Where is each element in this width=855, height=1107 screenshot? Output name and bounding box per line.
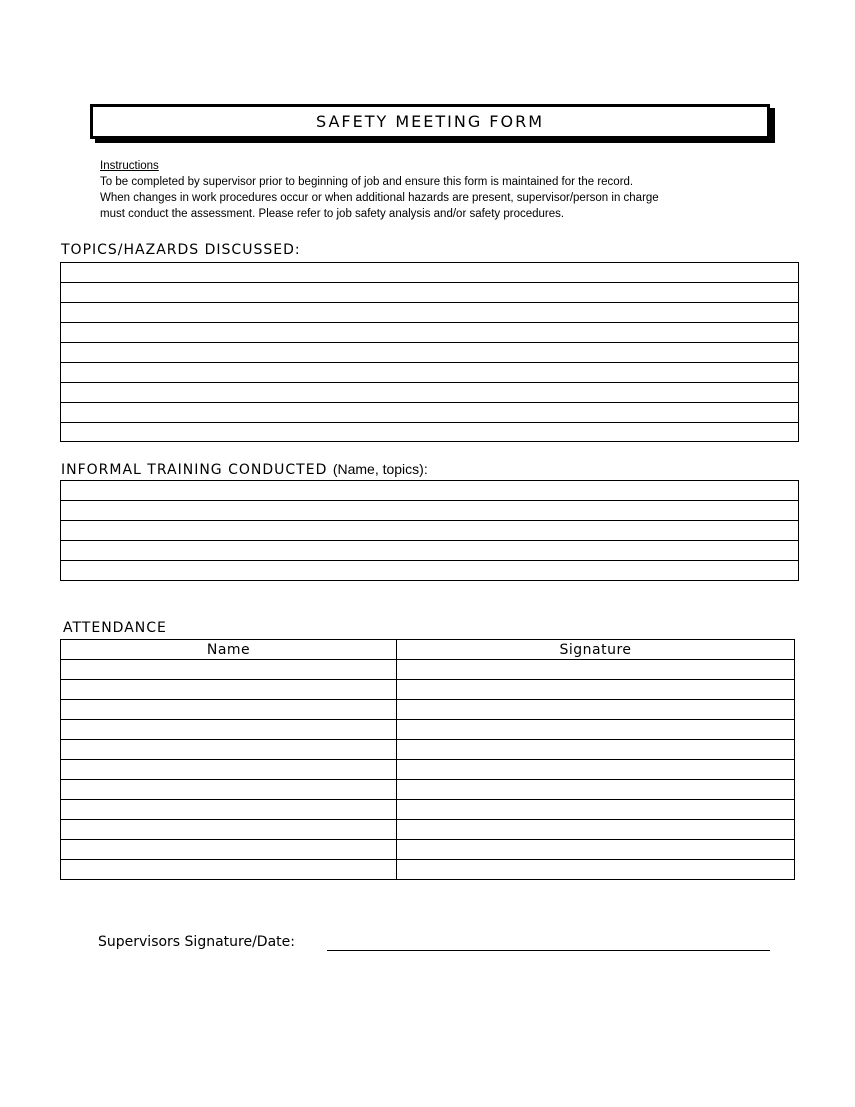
training-row[interactable]: [61, 500, 798, 520]
attendance-signature-cell[interactable]: [397, 739, 794, 759]
topics-section-label: TOPICS/HAZARDS DISCUSSED:: [61, 242, 301, 258]
attendance-signature-cell[interactable]: [397, 679, 794, 699]
topics-row[interactable]: [61, 382, 798, 402]
attendance-signature-cell[interactable]: [397, 799, 794, 819]
instructions-line: must conduct the assessment. Please refer to job safety analysis and/or safety procedures.: [100, 208, 565, 220]
attendance-name-header: Name: [61, 640, 397, 659]
attendance-name-cell[interactable]: [61, 779, 397, 799]
topics-row[interactable]: [61, 422, 798, 442]
topics-row[interactable]: [61, 362, 798, 382]
attendance-name-cell[interactable]: [61, 659, 397, 679]
training-table: [60, 480, 799, 581]
training-row[interactable]: [61, 520, 798, 540]
training-row[interactable]: [61, 540, 798, 560]
attendance-signature-cell[interactable]: [397, 859, 794, 879]
topics-row[interactable]: [61, 302, 798, 322]
topics-table: [60, 262, 799, 442]
topics-row[interactable]: [61, 402, 798, 422]
supervisor-signature-label: Supervisors Signature/Date:: [98, 934, 295, 950]
training-label: INFORMAL TRAINING CONDUCTED: [61, 462, 328, 478]
form-title-box: [90, 104, 770, 139]
attendance-section-label: ATTENDANCE: [63, 620, 167, 636]
attendance-name-cell[interactable]: [61, 839, 397, 859]
training-row[interactable]: [61, 481, 798, 500]
attendance-signature-cell[interactable]: [397, 759, 794, 779]
attendance-name-cell[interactable]: [61, 859, 397, 879]
attendance-name-cell[interactable]: [61, 819, 397, 839]
attendance-signature-cell[interactable]: [397, 779, 794, 799]
attendance-signature-cell[interactable]: [397, 819, 794, 839]
attendance-signature-cell[interactable]: [397, 719, 794, 739]
attendance-name-cell[interactable]: [61, 739, 397, 759]
topics-row[interactable]: [61, 263, 798, 282]
attendance-name-cell[interactable]: [61, 759, 397, 779]
topics-row[interactable]: [61, 342, 798, 362]
instructions-block: [100, 158, 740, 222]
attendance-table: [60, 639, 795, 880]
attendance-signature-header: Signature: [559, 641, 632, 658]
attendance-signature-cell[interactable]: [397, 839, 794, 859]
attendance-name-cell[interactable]: [61, 679, 397, 699]
attendance-name-cell[interactable]: [61, 799, 397, 819]
training-label-sub: (Name, topics):: [332, 461, 428, 477]
training-row[interactable]: [61, 560, 798, 580]
instructions-line: When changes in work procedures occur or when additional hazards are present, supervisor/person in charge: [100, 192, 659, 204]
topics-row[interactable]: [61, 322, 798, 342]
attendance-signature-cell[interactable]: [397, 699, 794, 719]
attendance-signature-cell[interactable]: [397, 659, 794, 679]
training-section-label: [61, 461, 428, 478]
supervisor-signature-line[interactable]: [327, 950, 770, 951]
instructions-heading: Instructions: [100, 160, 159, 172]
form-title: SAFETY MEETING FORM: [315, 112, 545, 131]
attendance-name-cell[interactable]: [61, 699, 397, 719]
topics-row[interactable]: [61, 282, 798, 302]
instructions-line: To be completed by supervisor prior to beginning of job and ensure this form is maintained for the record.: [100, 176, 634, 188]
attendance-name-cell[interactable]: [61, 719, 397, 739]
